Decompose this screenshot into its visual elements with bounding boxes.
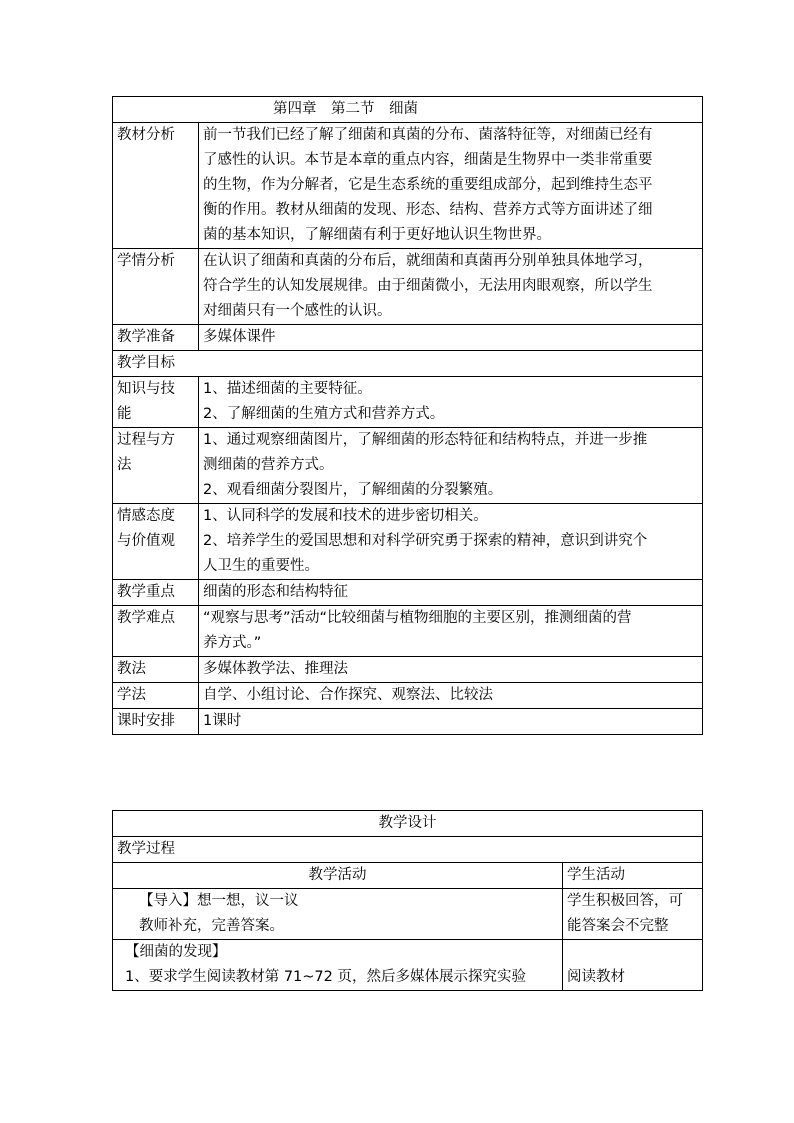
label-line: 知识与技 [117, 381, 175, 397]
row-content [199, 123, 703, 249]
text-line: 2、培养学生的爱国思想和对科学研究勇于探索的精神，意识到讲究个 [203, 533, 648, 549]
row-label [113, 504, 199, 580]
text-line: 衡的作用。教材从细菌的发现、形态、结构、营养方式等方面讲述了细 [203, 202, 653, 218]
row-content [199, 377, 703, 428]
text-line: 1、通过观察细菌图片，了解细菌的形态特征和结构特点，并进一步推 [203, 432, 648, 448]
text-line: 测细菌的营养方式。 [203, 457, 334, 473]
text-line: 2、了解细菌的生殖方式和营养方式。 [203, 406, 445, 422]
label-line: 情感态度 [117, 508, 175, 524]
text-line: 在认识了细菌和真菌的分布后，就细菌和真菌再分别单独具体地学习， [203, 253, 653, 269]
text-line: 学生积极回答，可 [567, 893, 683, 909]
text-line: 前一节我们已经了解了细菌和真菌的分布、菌落特征等，对细菌已经有 [203, 127, 653, 143]
text-line: 教师补充，完善答案。 [139, 918, 284, 934]
text-line: 了感性的认识。本节是本章的重点内容，细菌是生物界中一类非常重要 [203, 152, 653, 168]
text-line: 人卫生的重要性。 [203, 558, 319, 574]
row-label [113, 377, 199, 428]
text-line: 的生物，作为分解者，它是生态系统的重要组成部分，起到维持生态平 [203, 177, 653, 193]
row-content [199, 606, 703, 657]
row-content: 1课时 [199, 709, 703, 735]
text-line: “观察与思考”活动“比较细菌与植物细胞的主要区别，推测细菌的营 [203, 610, 632, 626]
label-line: 法 [117, 457, 132, 473]
text-line: 菌的基本知识，了解细菌有利于更好地认识生物世界。 [203, 227, 551, 243]
text-line: 对细菌只有一个感性的认识。 [203, 303, 392, 319]
intro-student-cell [563, 889, 703, 940]
text-line: 养方式。” [203, 635, 262, 651]
row-content: 细菌的形态和结构特征 [199, 580, 703, 606]
lesson-info-table [112, 96, 703, 735]
row-label [113, 428, 199, 504]
process-heading: 教学过程 [113, 837, 703, 863]
row-label: 教法 [113, 657, 199, 683]
row-label: 学情分析 [113, 249, 199, 325]
discover-teacher-cell [113, 940, 563, 991]
row-content: 多媒体课件 [199, 325, 703, 351]
row-content [199, 504, 703, 580]
teaching-design-table [112, 810, 703, 991]
text-line: 1、描述细菌的主要特征。 [203, 381, 372, 397]
teacher-activity-header: 教学活动 [113, 863, 563, 889]
intro-teacher-cell [113, 889, 563, 940]
text-line: 1、要求学生阅读教材第 71~72 页，然后多媒体展示探究实验 [125, 969, 526, 985]
row-label: 教材分析 [113, 123, 199, 249]
section-heading: 教学目标 [113, 351, 703, 377]
design-title: 教学设计 [113, 811, 703, 837]
row-content: 自学、小组讨论、合作探究、观察法、比较法 [199, 683, 703, 709]
row-content: 多媒体教学法、推理法 [199, 657, 703, 683]
row-label: 学法 [113, 683, 199, 709]
text-line: 【细菌的发现】 [125, 944, 227, 960]
text-line: 能答案会不完整 [567, 918, 669, 934]
lesson-title: 第四章 第二节 细菌 [113, 97, 703, 123]
label-line: 过程与方 [117, 432, 175, 448]
row-label: 教学准备 [113, 325, 199, 351]
row-content [199, 249, 703, 325]
discover-student-cell: 阅读教材 [563, 940, 703, 991]
text-line: 2、观看细菌分裂图片，了解细菌的分裂繁殖。 [203, 482, 503, 498]
label-line: 能 [117, 406, 132, 422]
row-label: 教学难点 [113, 606, 199, 657]
row-content [199, 428, 703, 504]
text-line: 符合学生的认知发展规律。由于细菌微小，无法用肉眼观察，所以学生 [203, 278, 653, 294]
text-line: 1、认同科学的发展和技术的进步密切相关。 [203, 508, 488, 524]
row-label: 教学重点 [113, 580, 199, 606]
student-activity-header: 学生活动 [563, 863, 703, 889]
text-line: 【导入】想一想，议一议 [139, 893, 299, 909]
row-label: 课时安排 [113, 709, 199, 735]
label-line: 与价值观 [117, 533, 175, 549]
